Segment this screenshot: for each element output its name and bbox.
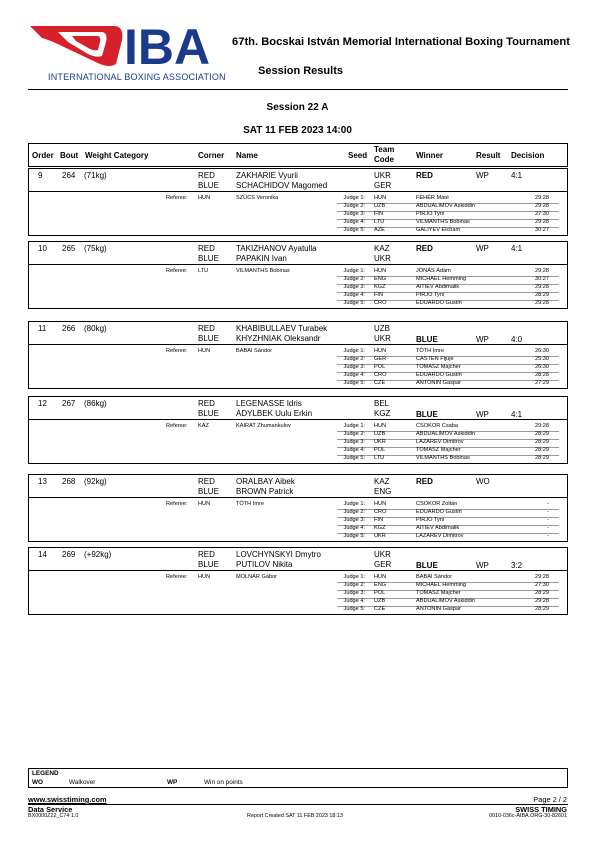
- weight-category: (80kg): [84, 324, 107, 333]
- event-title: 67th. Bocskai István Memorial International Boxing Tournament: [232, 36, 570, 48]
- judge-score: 28:29: [535, 455, 549, 461]
- decision: 4:1: [511, 244, 523, 253]
- judge-label: Judge 4:: [343, 219, 365, 225]
- bout-order: 10: [38, 244, 47, 253]
- legend-title: LEGEND: [32, 770, 59, 777]
- decision: 4:0: [511, 335, 523, 344]
- judge-name: FEHÉR Máté: [416, 195, 449, 201]
- col-winner: Winner: [416, 151, 444, 160]
- judge-label: Judge 4:: [343, 525, 365, 531]
- bout-order: 14: [38, 550, 47, 559]
- judge-noc: UZB: [374, 598, 386, 604]
- judge-name: ABDUALIMOV Askiddin: [416, 598, 476, 604]
- judge-noc: UZB: [374, 431, 386, 437]
- judge-noc: POL: [374, 447, 386, 453]
- judge-noc: POL: [374, 364, 386, 370]
- judge-label: Judge 5:: [343, 533, 365, 539]
- blue-team-code: GER: [374, 181, 392, 190]
- col-code: Code: [374, 155, 394, 164]
- red-boxer-name: TAKIZHANOV Ayatulla: [236, 244, 317, 253]
- judge-label: Judge 2:: [343, 431, 365, 437]
- blue-boxer-name: BROWN Patrick: [236, 487, 294, 496]
- judge-noc: HUN: [374, 195, 387, 201]
- judge-score: 29:28: [535, 203, 549, 209]
- judge-noc: UKR: [374, 533, 386, 539]
- judge-noc: GER: [374, 356, 387, 362]
- judge-name: CSOKOR Csaba: [416, 423, 458, 429]
- bout-number: 269: [62, 550, 76, 559]
- bout-block: [28, 168, 568, 236]
- judge-noc: CRO: [374, 300, 387, 306]
- referee-label: Referee:: [166, 195, 188, 201]
- footer-divider: [28, 804, 568, 805]
- referee-noc: HUN: [198, 195, 211, 201]
- judge-name: ABDUALIMOV Askiddin: [416, 203, 476, 209]
- red-boxer-name: LEGENASSE Idris: [236, 399, 302, 408]
- referee-name: KAIRAT Zhumankulov: [236, 423, 291, 429]
- logo-wordmark: IBA: [124, 20, 211, 75]
- judge-score: 28:29: [535, 431, 549, 437]
- referee-noc: HUN: [198, 574, 211, 580]
- judge-score: 30:27: [535, 227, 549, 233]
- doc-code: BX0000Z22_C74 1.0: [28, 813, 79, 819]
- legend-text: Walkover: [69, 779, 96, 786]
- judge-noc: CZE: [374, 380, 386, 386]
- bout-divider: [29, 419, 567, 420]
- judge-label: Judge 1:: [343, 423, 365, 429]
- blue-team-code: UKR: [374, 334, 391, 343]
- red-team-code: UKR: [374, 550, 391, 559]
- judge-noc: HUN: [374, 423, 387, 429]
- judge-label: Judge 3:: [343, 590, 365, 596]
- weight-category: (+92kg): [84, 550, 112, 559]
- blue-corner-label: BLUE: [198, 181, 219, 190]
- blue-team-code: UKR: [374, 254, 391, 263]
- judge-name: LAZAREV Dimitrov: [416, 533, 464, 539]
- referee-name: BABAI Sándor: [236, 348, 273, 354]
- blue-boxer-name: PAPAKIN Ivan: [236, 254, 287, 263]
- judge-name: PIRJO Tyni: [416, 517, 445, 523]
- judge-name: VILMANTHS Bobinas: [416, 455, 470, 461]
- col-order: Order: [32, 151, 54, 160]
- judge-name: CASTEN Fljuje: [416, 356, 454, 362]
- judge-label: Judge 5:: [343, 380, 365, 386]
- referee-name: SZÜCS Veronika: [236, 195, 279, 201]
- judge-score: -: [547, 501, 549, 507]
- judge-score: 28:29: [535, 606, 549, 612]
- col-decision: Decision: [511, 151, 545, 160]
- winner: BLUE: [416, 410, 438, 419]
- judge-label: Judge 3:: [343, 364, 365, 370]
- judge-name: VILMANTHS Bobinas: [416, 219, 470, 225]
- judge-noc: UKR: [374, 439, 386, 445]
- judge-label: Judge 5:: [343, 227, 365, 233]
- judge-score: -: [547, 525, 549, 531]
- session-title: Session 22 A: [266, 102, 329, 113]
- judge-score: 29:28: [535, 300, 549, 306]
- blue-corner-label: BLUE: [198, 254, 219, 263]
- judge-label: Judge 1:: [343, 195, 365, 201]
- judge-label: Judge 2:: [343, 509, 365, 515]
- judge-noc: UZB: [374, 203, 386, 209]
- col-result: Result: [476, 151, 501, 160]
- referee-label: Referee:: [166, 501, 188, 507]
- judge-label: Judge 4:: [343, 598, 365, 604]
- judge-score: 30:27: [535, 276, 549, 282]
- referee-name: MOLNÁR Gábor: [236, 574, 278, 580]
- bout-order: 9: [38, 171, 43, 180]
- col-team: Team: [374, 145, 395, 154]
- footer-url[interactable]: www.swisstiming.com: [28, 795, 107, 804]
- judge-name: PIRJO Tyni: [416, 292, 445, 298]
- weight-category: (71kg): [84, 171, 107, 180]
- judge-name: AITIEV Abdimalik: [416, 284, 460, 290]
- bout-block: [28, 474, 568, 542]
- judge-name: MICHAEL Hemming: [416, 276, 467, 282]
- judge-score: 29:28: [535, 268, 549, 274]
- logo-subtitle: INTERNATIONAL BOXING ASSOCIATION: [48, 72, 226, 82]
- judge-name: BABAI Sándor: [416, 574, 453, 580]
- bout-order: 13: [38, 477, 47, 486]
- judge-noc: AZE: [374, 227, 385, 233]
- referee-name: TÓTH Imre: [236, 501, 264, 507]
- judge-score: -: [547, 517, 549, 523]
- judge-label: Judge 5:: [343, 606, 365, 612]
- bout-number: 266: [62, 324, 76, 333]
- bout-order: 11: [38, 324, 47, 333]
- judge-name: ABDUALIMOV Askiddin: [416, 431, 476, 437]
- blue-boxer-name: KHYZHNIAK Oleksandr: [236, 334, 321, 343]
- legend: [28, 768, 568, 788]
- result: WP: [476, 244, 489, 253]
- judge-label: Judge 2:: [343, 582, 365, 588]
- judge-noc: ENG: [374, 276, 387, 282]
- doc-title: Session Results: [258, 65, 343, 77]
- bout-divider: [29, 191, 567, 192]
- judge-label: Judge 1:: [343, 268, 365, 274]
- blue-corner-label: BLUE: [198, 334, 219, 343]
- red-team-code: BEL: [374, 399, 390, 408]
- col-bout: Bout: [60, 151, 79, 160]
- legend-code: WP: [167, 779, 178, 786]
- red-team-code: UKR: [374, 171, 391, 180]
- referee-noc: KAZ: [198, 423, 209, 429]
- judge-noc: POL: [374, 590, 386, 596]
- bout-number: 268: [62, 477, 76, 486]
- swiss-timing-brand: SWISS TIMING: [515, 805, 567, 814]
- judge-label: Judge 3:: [343, 211, 365, 217]
- page-number: Page 2 / 2: [533, 795, 567, 804]
- winner: BLUE: [416, 335, 438, 344]
- judge-score: 29:28: [535, 423, 549, 429]
- judge-label: Judge 2:: [343, 203, 365, 209]
- judge-score: 28:29: [535, 439, 549, 445]
- judge-noc: LTU: [374, 455, 385, 461]
- referee-noc: HUN: [198, 348, 211, 354]
- decision: 4:1: [511, 171, 523, 180]
- judge-score: 28:29: [535, 447, 549, 453]
- judge-score: 27:30: [535, 211, 549, 217]
- red-corner-label: RED: [198, 477, 215, 486]
- red-corner-label: RED: [198, 550, 215, 559]
- judge-label: Judge 3:: [343, 517, 365, 523]
- judge-label: Judge 5:: [343, 455, 365, 461]
- judge-name: LAZAREV Dimitrov: [416, 439, 464, 445]
- winner: BLUE: [416, 561, 438, 570]
- judge-label: Judge 1:: [343, 501, 365, 507]
- judge-name: TOMASZ Majcher: [416, 447, 461, 453]
- weight-category: (92kg): [84, 477, 107, 486]
- judge-name: GALIYEV Elcham: [416, 227, 461, 233]
- red-boxer-name: LOVCHYNSKYI Dmytro: [236, 550, 321, 559]
- referee-name: VILMANTHS Bobinas: [236, 268, 290, 274]
- session-date: SAT 11 FEB 2023 14:00: [243, 125, 352, 136]
- winner: RED: [416, 477, 433, 486]
- judge-score: -: [547, 509, 549, 515]
- judge-name: TOMASZ Majcher: [416, 590, 461, 596]
- judge-score: 28:29: [535, 292, 549, 298]
- judge-score: 26:30: [535, 364, 549, 370]
- result: WP: [476, 410, 489, 419]
- referee-label: Referee:: [166, 423, 188, 429]
- bout-order: 12: [38, 399, 47, 408]
- judge-score: 25:30: [535, 356, 549, 362]
- judge-noc: HUN: [374, 501, 387, 507]
- result: WP: [476, 561, 489, 570]
- referee-noc: LTU: [198, 268, 209, 274]
- weight-category: (75kg): [84, 244, 107, 253]
- bout-block: [28, 241, 568, 309]
- judge-label: Judge 5:: [343, 300, 365, 306]
- judge-name: MICHAEL Hemming: [416, 582, 467, 588]
- judge-name: AITIEV Abdimalik: [416, 525, 460, 531]
- blue-team-code: ENG: [374, 487, 392, 496]
- legend-code: WO: [32, 779, 44, 786]
- judge-score: 27:30: [535, 582, 549, 588]
- judge-score: -: [547, 533, 549, 539]
- judge-score: 28:28: [535, 372, 549, 378]
- blue-corner-label: BLUE: [198, 487, 219, 496]
- data-service: Data Service: [28, 805, 73, 814]
- judge-name: CSOKOR Zoltán: [416, 501, 458, 507]
- column-header: [28, 143, 568, 167]
- red-corner-label: RED: [198, 324, 215, 333]
- red-corner-label: RED: [198, 244, 215, 253]
- red-boxer-name: KHABIBULLAEV Turabek: [236, 324, 328, 333]
- winner: RED: [416, 171, 433, 180]
- judge-score: 29:28: [535, 284, 549, 290]
- decision: 4:1: [511, 410, 523, 419]
- legend-text: Win on points: [204, 779, 243, 786]
- blue-boxer-name: SCHACHIDOV Magomed: [236, 181, 328, 190]
- bout-divider: [29, 497, 567, 498]
- col-weight: Weight Category: [85, 151, 149, 160]
- red-boxer-name: ZAKHARIE Vyurii: [236, 171, 298, 180]
- header-divider: [28, 89, 568, 90]
- result: WP: [476, 335, 489, 344]
- red-team-code: UZB: [374, 324, 390, 333]
- judge-noc: CRO: [374, 509, 387, 515]
- judge-label: Judge 1:: [343, 574, 365, 580]
- judge-name: TÓTH Imre: [416, 348, 444, 354]
- bout-number: 264: [62, 171, 76, 180]
- judge-noc: FIN: [374, 517, 384, 523]
- judge-name: ANTONIN Gaspar: [416, 606, 461, 612]
- referee-label: Referee:: [166, 574, 188, 580]
- result: WP: [476, 171, 489, 180]
- judge-noc: HUN: [374, 574, 387, 580]
- blue-team-code: GER: [374, 560, 392, 569]
- judge-noc: FIN: [374, 211, 384, 217]
- judge-score: 27:29: [535, 380, 549, 386]
- bout-block: [28, 547, 568, 615]
- judge-noc: HUN: [374, 268, 387, 274]
- judge-label: Judge 2:: [343, 356, 365, 362]
- judge-name: ANTONIN Gaspar: [416, 380, 461, 386]
- judge-label: Judge 1:: [343, 348, 365, 354]
- referee-label: Referee:: [166, 348, 188, 354]
- judge-label: Judge 3:: [343, 284, 365, 290]
- judge-score: 28:29: [535, 590, 549, 596]
- judge-label: Judge 4:: [343, 447, 365, 453]
- referee-label: Referee:: [166, 268, 188, 274]
- referee-noc: HUN: [198, 501, 211, 507]
- red-corner-label: RED: [198, 399, 215, 408]
- judge-label: Judge 3:: [343, 439, 365, 445]
- bout-number: 265: [62, 244, 76, 253]
- report-created: Report Created SAT 11 FEB 2023 18:13: [247, 813, 343, 819]
- judge-noc: LTU: [374, 219, 385, 225]
- blue-boxer-name: PUTILOV Nikita: [236, 560, 293, 569]
- bout-divider: [29, 344, 567, 345]
- judge-name: TOMASZ Majcher: [416, 364, 461, 370]
- judge-score: 29:28: [535, 574, 549, 580]
- judge-noc: KGZ: [374, 284, 386, 290]
- judge-noc: HUN: [374, 348, 387, 354]
- judge-label: Judge 4:: [343, 292, 365, 298]
- judge-score: 29:28: [535, 219, 549, 225]
- red-team-code: KAZ: [374, 244, 390, 253]
- bout-divider: [29, 264, 567, 265]
- winner: RED: [416, 244, 433, 253]
- judge-label: Judge 2:: [343, 276, 365, 282]
- bout-block: [28, 396, 568, 464]
- blue-corner-label: BLUE: [198, 409, 219, 418]
- judge-noc: CZE: [374, 606, 386, 612]
- result: WO: [476, 477, 490, 486]
- col-corner: Corner: [198, 151, 225, 160]
- judge-name: EDUARDO Gustin: [416, 509, 462, 515]
- doc-ref: 0010-036c-AIBA.ORG-30-82601: [489, 813, 567, 819]
- col-seed: Seed: [348, 151, 368, 160]
- judge-noc: KGZ: [374, 525, 386, 531]
- judge-score: 29:28: [535, 598, 549, 604]
- bout-block: [28, 321, 568, 389]
- blue-boxer-name: ADYLBEK Uulu Erkin: [236, 409, 313, 418]
- judge-score: 29:28: [535, 195, 549, 201]
- decision: 3:2: [511, 561, 523, 570]
- judge-noc: ENG: [374, 582, 387, 588]
- red-boxer-name: ORALBAY Aibek: [236, 477, 295, 486]
- blue-team-code: KGZ: [374, 409, 391, 418]
- blue-corner-label: BLUE: [198, 560, 219, 569]
- judge-label: Judge 4:: [343, 372, 365, 378]
- judge-name: EDUARDO Gustin: [416, 372, 462, 378]
- col-name: Name: [236, 151, 258, 160]
- judge-name: JÓNÁS Ádám: [416, 268, 451, 274]
- bout-divider: [29, 570, 567, 571]
- red-team-code: KAZ: [374, 477, 390, 486]
- red-corner-label: RED: [198, 171, 215, 180]
- weight-category: (86kg): [84, 399, 107, 408]
- judge-name: PIRJO Tyni: [416, 211, 445, 217]
- judge-name: EDUARDO Gustin: [416, 300, 462, 306]
- judge-score: 26:30: [535, 348, 549, 354]
- judge-noc: FIN: [374, 292, 384, 298]
- judge-noc: CRO: [374, 372, 387, 378]
- bout-number: 267: [62, 399, 76, 408]
